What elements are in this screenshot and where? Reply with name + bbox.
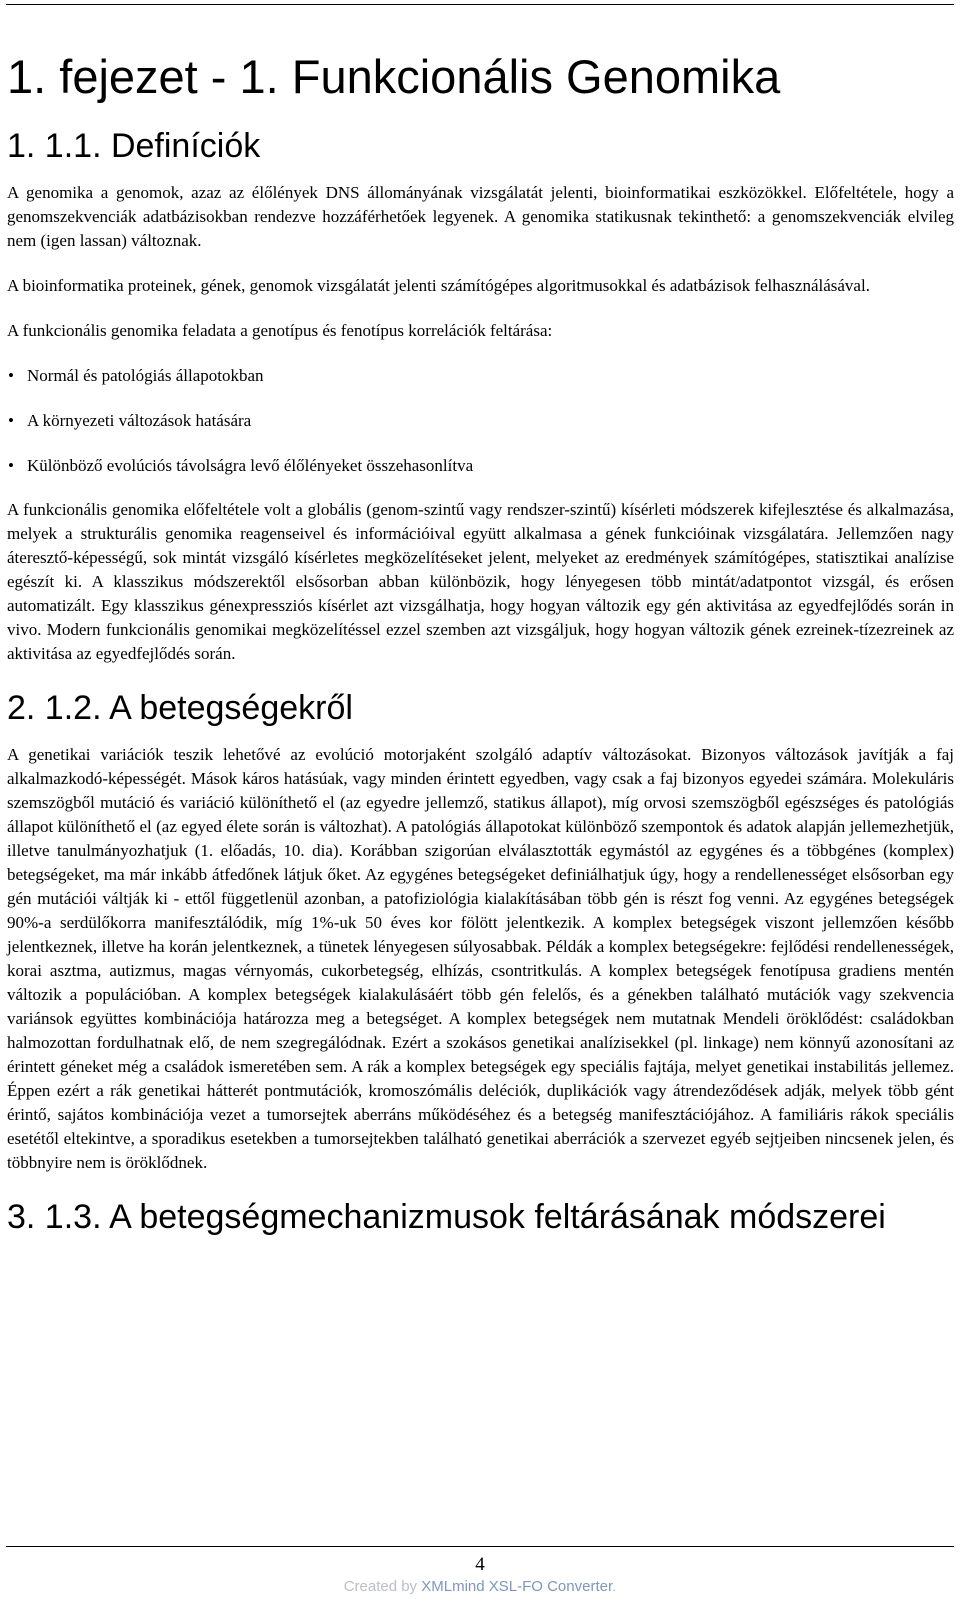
footer-product-link[interactable]: XMLmind XSL-FO Converter	[421, 1578, 613, 1595]
chapter-title: 1. fejezet - 1. Funkcionális Genomika	[7, 50, 781, 103]
footer-credit	[0, 1578, 960, 1596]
paragraph: A funkcionális genomika feladata a genotípus és fenotípus korrelációk feltárása:	[7, 321, 553, 340]
page-number: 4	[475, 1554, 485, 1575]
top-rule	[6, 4, 954, 5]
section-title-definitions: 1. 1.1. Definíciók	[7, 127, 261, 165]
paragraph: A genomika a genomok, azaz az élőlények DNS állományának vizsgálatát jelenti, bioinformatikai eszközökkel. Előfeltétele, hogy a genomszekvenciák adatbázisokban rendezve hozzáférhetőek legyenek. A genomika statikusnak tekinthető: a genomszekvenciák elvileg nem (igen lassan) változnak.	[7, 183, 954, 250]
list-item	[7, 364, 954, 388]
list-item-text: Normál és patológiás állapotokban	[27, 366, 264, 385]
bullet-list	[7, 364, 954, 478]
bottom-rule	[6, 1546, 954, 1547]
page-content	[7, 49, 954, 1238]
bullet-icon: •	[8, 366, 14, 385]
section-title-diseases: 2. 1.2. A betegségekről	[7, 689, 353, 727]
paragraph: A bioinformatika proteinek, gének, genomok vizsgálatát jelenti számítógépes algoritmusokkal és adatbázisok felhasználásával.	[7, 276, 870, 295]
bullet-icon: •	[8, 411, 14, 430]
list-item-text: Különböző evolúciós távolságra levő élőlényeket összehasonlítva	[27, 456, 474, 475]
paragraph: A genetikai variációk teszik lehetővé az evolúció motorjaként szolgáló adaptív változásokat. Bizonyos változások javítják a faj alkalmazkodó-képességét. Mások káros hatásúak, vagy minden érintett egyedben, vagy csak a faj bizonyos egyedei számára. Molekuláris szemszögből mutáció és variáció különíthető el (az egyedre jellemző, statikus állapot), míg orvosi szemszögből egészséges és patológiás állapot különíthető el (az egyed élete során is változhat). A patológiás állapotokat különböző szempontok és adatok alapján jellemezhetjük, illetve tanulmányozhatjuk (1. előadás, 10. dia). Korábban szigorúan elválasztották egymástól az egygénes és a többgénes (komplex) betegségeket, ma már inkább átfedőnek látjuk őket. Az egygénes betegségeket definiálhatjuk úgy, hogy a rendellenességet elsősorban egy gén mutációi váltják ki - ettől függetlenül azonban, a patofiziológia kialakításában több gén is részt fog venni. Az egygénes betegségek 90%-a serdülőkorra manifesztálódik, míg 1%-uk 50 éves kor fölött jelentkezik. A komplex betegségek viszont jellemzően később jelentkeznek, illetve ha korán jelentkeznek, a tünetek lényegesen súlyosabbak. Példák a komplex betegségekre: fejlődési rendellenességek, korai asztma, autizmus, magas vérnyomás, cukorbetegség, elhízás, csontritkulás. A komplex betegségek fenotípusa gradiens mentén változik a populációban. A komplex betegségek kialakulásáért több gén felelős, és a génekben található mutációk vagy szekvencia variánsok együttes kombinációja határozza meg a betegséget. A komplex betegségek nem mutatnak Mendeli öröklődést: családokban halmozottan fordulhatnak elő, de nem szegregálódnak. Ezért a szokásos genetikai analízisekkel (pl. linkage) nem könnyű azonosítani az érintett géneket még a családok ismeretében sem. A rák a komplex betegségek egy speciális fajtája, melyet genetikai instabilitás jellemez. Éppen ezért a rák genetikai hátterét pontmutációk, kromoszómális deléciók, duplikációk vagy átrendeződések adják, melyek több gént érintő, sajátos kombinációja vezet a tumorsejtek aberráns működéséhez és a betegség manifesztációjához. A familiáris rákok speciális esetétől eltekintve, a sporadikus esetekben a tumorsejtekben található genetikai aberrációk a szervezet egyéb sejtjeiben nincsenek jelen, és többnyire nem is öröklődnek.	[7, 745, 954, 1172]
section-title-methods: 3. 1.3. A betegségmechanizmusok feltárásának módszerei	[7, 1198, 886, 1236]
paragraph: A funkcionális genomika előfeltétele volt a globális (genom-szintű vagy rendszer-szintű) kísérleti módszerek kifejlesztése és alkalmazása, melyek a strukturális genomika reagenseivel és információival együtt alkalmasa a gének funkcióinak vizsgálatára. Jellemzően nagy áteresztő-képességű, sok mintát vizsgáló kísérletes megközelítéseket jelent, melyeket az eredmények számítógépes, statisztikai analízise egészít ki. A klasszikus módszerektől elsősorban abban különbözik, hogy lényegesen több mintát/adatpontot vizsgál, és erősen automatizált. Egy klasszikus génexpressziós kísérlet azt vizsgálhatja, hogy hogyan változik egy gén aktivitása az egyedfejlődés során in vivo. Modern funkcionális genomikai megközelítéssel ezzel szemben azt vizsgáljuk, hogy hogyan változik gének ezreinek-tízezreinek az aktivitása az egyedfejlődés során.	[7, 500, 954, 663]
list-item	[7, 454, 954, 478]
list-item	[7, 409, 954, 433]
footer-created-by: Created by	[343, 1578, 422, 1595]
footer-period: .	[612, 1578, 617, 1595]
list-item-text: A környezeti változások hatására	[27, 411, 252, 430]
bullet-icon: •	[8, 456, 14, 475]
